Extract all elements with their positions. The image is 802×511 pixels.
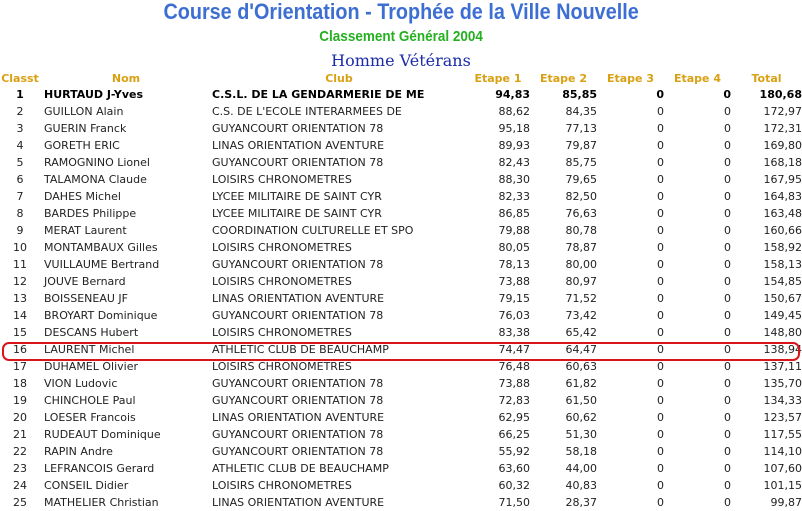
stage-3-cell: 0 (657, 496, 664, 509)
rank-cell: 23 (13, 462, 27, 475)
stage-3-cell: 0 (657, 173, 664, 186)
table-row (0, 137, 802, 154)
table-row (0, 392, 802, 409)
club-cell: LOISIRS CHRONOMETRES (212, 241, 352, 254)
stage-1-cell: 73,88 (498, 377, 530, 390)
total-cell: 150,67 (763, 292, 802, 305)
stage-3-cell: 0 (657, 462, 664, 475)
stage-4-cell: 0 (724, 173, 731, 186)
name-cell: BARDES Philippe (44, 207, 137, 220)
stage-3-cell: 0 (657, 377, 664, 390)
club-cell: LINAS ORIENTATION AVENTURE (212, 411, 385, 424)
stage-4-cell: 0 (723, 88, 731, 101)
name-cell: MATHELIER Christian (44, 496, 159, 509)
rank-cell: 3 (16, 122, 24, 135)
table-row (0, 443, 802, 460)
rank-cell: 22 (13, 445, 27, 458)
club-cell: LINAS ORIENTATION AVENTURE (212, 496, 385, 509)
category-heading: Homme Vétérans (331, 51, 471, 70)
table-row (0, 358, 802, 375)
table-row (0, 86, 802, 103)
club-cell: GUYANCOURT ORIENTATION 78 (212, 156, 384, 169)
stage-1-cell: 76,48 (498, 360, 530, 373)
stage-1-cell: 95,18 (498, 122, 530, 135)
rank-cell: 2 (16, 105, 24, 118)
club-cell: LOISIRS CHRONOMETRES (212, 275, 352, 288)
table-row (0, 154, 802, 171)
stage-3-cell: 0 (657, 326, 664, 339)
total-cell: 164,83 (763, 190, 802, 203)
total-cell: 114,10 (763, 445, 802, 458)
stage-4-cell: 0 (724, 377, 731, 390)
rank-cell: 7 (16, 190, 24, 203)
total-cell: 101,15 (763, 479, 802, 492)
results-table (0, 71, 802, 511)
stage-1-cell: 73,88 (498, 275, 530, 288)
stage-2-cell: 64,47 (565, 343, 597, 356)
rank-cell: 13 (13, 292, 27, 305)
table-row (0, 256, 802, 273)
stage-3-cell: 0 (657, 445, 664, 458)
stage-2-cell: 76,63 (565, 207, 597, 220)
name-cell: DUHAMEL Olivier (44, 360, 139, 373)
table-row (0, 494, 802, 511)
stage-2-cell: 40,83 (565, 479, 597, 492)
results-body (0, 86, 802, 511)
total-cell: 154,85 (763, 275, 802, 288)
stage-3-cell: 0 (657, 428, 664, 441)
stage-1-cell: 83,38 (498, 326, 530, 339)
stage-1-cell: 66,25 (498, 428, 530, 441)
stage-3-cell: 0 (657, 156, 664, 169)
total-cell: 138,94 (763, 343, 802, 356)
table-row (0, 273, 802, 290)
stage-4-cell: 0 (724, 292, 731, 305)
name-cell: TALAMONA Claude (44, 173, 147, 186)
rank-cell: 16 (13, 343, 27, 356)
rank-cell: 10 (13, 241, 27, 254)
total-cell: 123,57 (763, 411, 802, 424)
stage-4-cell: 0 (724, 275, 731, 288)
name-cell: LAURENT Michel (44, 343, 135, 356)
name-cell: CHINCHOLE Paul (44, 394, 136, 407)
stage-2-cell: 58,18 (565, 445, 597, 458)
rank-cell: 24 (13, 479, 27, 492)
table-row (0, 307, 802, 324)
table-row (0, 477, 802, 494)
total-cell: 117,55 (763, 428, 802, 441)
club-cell: GUYANCOURT ORIENTATION 78 (212, 445, 384, 458)
stage-1-cell: 80,05 (498, 241, 530, 254)
total-cell: 180,68 (759, 88, 802, 101)
stage-1-cell: 82,43 (498, 156, 530, 169)
name-cell: MONTAMBAUX Gilles (44, 241, 158, 254)
club-cell: C.S. DE L'ECOLE INTERARMEES DE (212, 105, 402, 118)
stage-2-cell: 51,30 (565, 428, 597, 441)
table-row (0, 290, 802, 307)
stage-2-cell: 71,52 (565, 292, 597, 305)
name-cell: VUILLAUME Bertrand (44, 258, 160, 271)
table-row (0, 409, 802, 426)
name-cell: RAPIN Andre (44, 445, 113, 458)
club-cell: LYCEE MILITAIRE DE SAINT CYR (212, 190, 382, 203)
page-title: Course d'Orientation - Trophée de la Ville Nouvelle (163, 0, 639, 24)
total-cell: 134,33 (763, 394, 802, 407)
total-cell: 160,66 (763, 224, 802, 237)
rank-cell: 8 (16, 207, 24, 220)
name-cell: VION Ludovic (44, 377, 118, 390)
table-row (0, 222, 802, 239)
stage-4-cell: 0 (724, 122, 731, 135)
table-row (0, 120, 802, 137)
stage-3-cell: 0 (657, 241, 664, 254)
col-header-stage-4: Etape 4 (673, 72, 721, 85)
table-row (0, 171, 802, 188)
club-cell: GUYANCOURT ORIENTATION 78 (212, 377, 384, 390)
stage-4-cell: 0 (724, 360, 731, 373)
name-cell: LEFRANCOIS Gerard (44, 462, 155, 475)
name-cell: DESCANS Hubert (44, 326, 139, 339)
stage-2-cell: 79,87 (565, 139, 597, 152)
name-cell: JOUVE Bernard (44, 275, 126, 288)
stage-1-cell: 88,62 (498, 105, 530, 118)
total-cell: 135,70 (763, 377, 802, 390)
name-cell: CONSEIL Didier (44, 479, 129, 492)
table-row (0, 375, 802, 392)
col-header-stage-3: Etape 3 (606, 72, 654, 85)
table-row (0, 426, 802, 443)
club-cell: COORDINATION CULTURELLE ET SPO (212, 224, 414, 237)
stage-1-cell: 62,95 (498, 411, 530, 424)
total-cell: 167,95 (763, 173, 802, 186)
rank-cell: 11 (13, 258, 27, 271)
stage-4-cell: 0 (724, 479, 731, 492)
total-cell: 172,31 (763, 122, 802, 135)
stage-3-cell: 0 (657, 411, 664, 424)
stage-2-cell: 82,50 (565, 190, 597, 203)
stage-2-cell: 28,37 (565, 496, 597, 509)
total-cell: 99,87 (770, 496, 802, 509)
rank-cell: 4 (16, 139, 24, 152)
stage-1-cell: 55,92 (498, 445, 530, 458)
stage-2-cell: 85,85 (562, 88, 597, 101)
stage-3-cell: 0 (657, 139, 664, 152)
stage-2-cell: 80,78 (565, 224, 597, 237)
stage-2-cell: 79,65 (565, 173, 597, 186)
name-cell: GUILLON Alain (44, 105, 124, 118)
rank-cell: 25 (13, 496, 27, 509)
club-cell: GUYANCOURT ORIENTATION 78 (212, 122, 384, 135)
stage-4-cell: 0 (724, 462, 731, 475)
stage-3-cell: 0 (657, 224, 664, 237)
total-cell: 172,97 (763, 105, 802, 118)
stage-4-cell: 0 (724, 496, 731, 509)
stage-3-cell: 0 (657, 190, 664, 203)
col-header-club: Club (325, 72, 353, 85)
stage-3-cell: 0 (657, 360, 664, 373)
stage-2-cell: 44,00 (565, 462, 597, 475)
stage-1-cell: 79,88 (498, 224, 530, 237)
name-cell: DAHES Michel (44, 190, 121, 203)
stage-1-cell: 60,32 (498, 479, 530, 492)
stage-4-cell: 0 (724, 326, 731, 339)
rank-cell: 5 (16, 156, 24, 169)
stage-1-cell: 63,60 (498, 462, 530, 475)
name-cell: RUDEAUT Dominique (44, 428, 161, 441)
rank-cell: 17 (13, 360, 27, 373)
rank-cell: 15 (13, 326, 27, 339)
stage-3-cell: 0 (657, 343, 664, 356)
stage-2-cell: 84,35 (565, 105, 597, 118)
club-cell: ATHLETIC CLUB DE BEAUCHAMP (212, 343, 389, 356)
stage-3-cell: 0 (657, 258, 664, 271)
total-cell: 158,92 (763, 241, 802, 254)
stage-2-cell: 80,97 (565, 275, 597, 288)
stage-3-cell: 0 (656, 88, 664, 101)
stage-2-cell: 78,87 (565, 241, 597, 254)
stage-4-cell: 0 (724, 411, 731, 424)
col-header-rank: Classt (1, 72, 39, 85)
rank-cell: 9 (16, 224, 24, 237)
stage-4-cell: 0 (724, 224, 731, 237)
stage-4-cell: 0 (724, 207, 731, 220)
col-header-total: Total (751, 72, 782, 85)
stage-4-cell: 0 (724, 190, 731, 203)
stage-2-cell: 73,42 (565, 309, 597, 322)
col-header-name: Nom (111, 72, 141, 85)
stage-1-cell: 94,83 (495, 88, 530, 101)
stage-2-cell: 60,63 (565, 360, 597, 373)
rank-cell: 14 (13, 309, 27, 322)
stage-4-cell: 0 (724, 394, 731, 407)
stage-1-cell: 89,93 (498, 139, 530, 152)
total-cell: 168,18 (763, 156, 802, 169)
stage-2-cell: 60,62 (565, 411, 597, 424)
col-header-stage-2: Etape 2 (539, 72, 587, 85)
club-cell: LOISIRS CHRONOMETRES (212, 326, 352, 339)
stage-3-cell: 0 (657, 309, 664, 322)
stage-1-cell: 74,47 (498, 343, 530, 356)
name-cell: LOESER Francois (44, 411, 136, 424)
name-cell: GORETH ERIC (44, 139, 120, 152)
stage-1-cell: 76,03 (498, 309, 530, 322)
stage-3-cell: 0 (657, 292, 664, 305)
table-row (0, 188, 802, 205)
table-row (0, 324, 802, 341)
rank-cell: 6 (16, 173, 24, 186)
stage-3-cell: 0 (657, 275, 664, 288)
stage-2-cell: 65,42 (565, 326, 597, 339)
rank-cell: 12 (13, 275, 27, 288)
total-cell: 137,11 (763, 360, 802, 373)
club-cell: ATHLETIC CLUB DE BEAUCHAMP (212, 462, 389, 475)
stage-1-cell: 82,33 (498, 190, 530, 203)
club-cell: LINAS ORIENTATION AVENTURE (212, 139, 385, 152)
stage-1-cell: 72,83 (498, 394, 530, 407)
stage-4-cell: 0 (724, 241, 731, 254)
table-row (0, 239, 802, 256)
stage-1-cell: 78,13 (498, 258, 530, 271)
rank-cell: 21 (13, 428, 27, 441)
total-cell: 169,80 (763, 139, 802, 152)
stage-1-cell: 88,30 (498, 173, 530, 186)
stage-4-cell: 0 (724, 343, 731, 356)
stage-2-cell: 85,75 (565, 156, 597, 169)
club-cell: LINAS ORIENTATION AVENTURE (212, 292, 385, 305)
club-cell: GUYANCOURT ORIENTATION 78 (212, 258, 384, 271)
stage-2-cell: 61,50 (565, 394, 597, 407)
page-subtitle: Classement Général 2004 (319, 28, 483, 45)
total-cell: 158,13 (763, 258, 802, 271)
stage-4-cell: 0 (724, 445, 731, 458)
rank-cell: 18 (13, 377, 27, 390)
rank-cell: 1 (16, 88, 24, 101)
rank-cell: 20 (13, 411, 27, 424)
table-row (0, 341, 802, 358)
name-cell: RAMOGNINO Lionel (44, 156, 150, 169)
stage-4-cell: 0 (724, 428, 731, 441)
rank-cell: 19 (13, 394, 27, 407)
name-cell: MERAT Laurent (44, 224, 127, 237)
stage-4-cell: 0 (724, 309, 731, 322)
club-cell: LYCEE MILITAIRE DE SAINT CYR (212, 207, 382, 220)
total-cell: 163,48 (763, 207, 802, 220)
stage-4-cell: 0 (724, 258, 731, 271)
club-cell: GUYANCOURT ORIENTATION 78 (212, 309, 384, 322)
stage-4-cell: 0 (724, 139, 731, 152)
name-cell: BOISSENEAU JF (44, 292, 128, 305)
stage-4-cell: 0 (724, 105, 731, 118)
table-row (0, 103, 802, 120)
stage-1-cell: 71,50 (498, 496, 530, 509)
table-row (0, 460, 802, 477)
table-row (0, 205, 802, 222)
stage-4-cell: 0 (724, 156, 731, 169)
total-cell: 148,80 (763, 326, 802, 339)
stage-1-cell: 79,15 (498, 292, 530, 305)
stage-2-cell: 61,82 (565, 377, 597, 390)
stage-2-cell: 80,00 (565, 258, 597, 271)
stage-3-cell: 0 (657, 394, 664, 407)
stage-3-cell: 0 (657, 479, 664, 492)
stage-1-cell: 86,85 (498, 207, 530, 220)
total-cell: 149,45 (763, 309, 802, 322)
name-cell: HURTAUD J-Yves (44, 88, 144, 101)
stage-3-cell: 0 (657, 207, 664, 220)
total-cell: 107,60 (763, 462, 802, 475)
stage-3-cell: 0 (657, 122, 664, 135)
club-cell: GUYANCOURT ORIENTATION 78 (212, 428, 384, 441)
club-cell: LOISIRS CHRONOMETRES (212, 173, 352, 186)
name-cell: GUERIN Franck (44, 122, 127, 135)
name-cell: BROYART Dominique (44, 309, 158, 322)
club-cell: LOISIRS CHRONOMETRES (212, 360, 352, 373)
stage-3-cell: 0 (657, 105, 664, 118)
club-cell: C.S.L. DE LA GENDARMERIE DE ME (212, 88, 425, 101)
col-header-stage-1: Etape 1 (474, 72, 522, 85)
club-cell: GUYANCOURT ORIENTATION 78 (212, 394, 384, 407)
club-cell: LOISIRS CHRONOMETRES (212, 479, 352, 492)
stage-2-cell: 77,13 (565, 122, 597, 135)
header-row (0, 71, 802, 86)
